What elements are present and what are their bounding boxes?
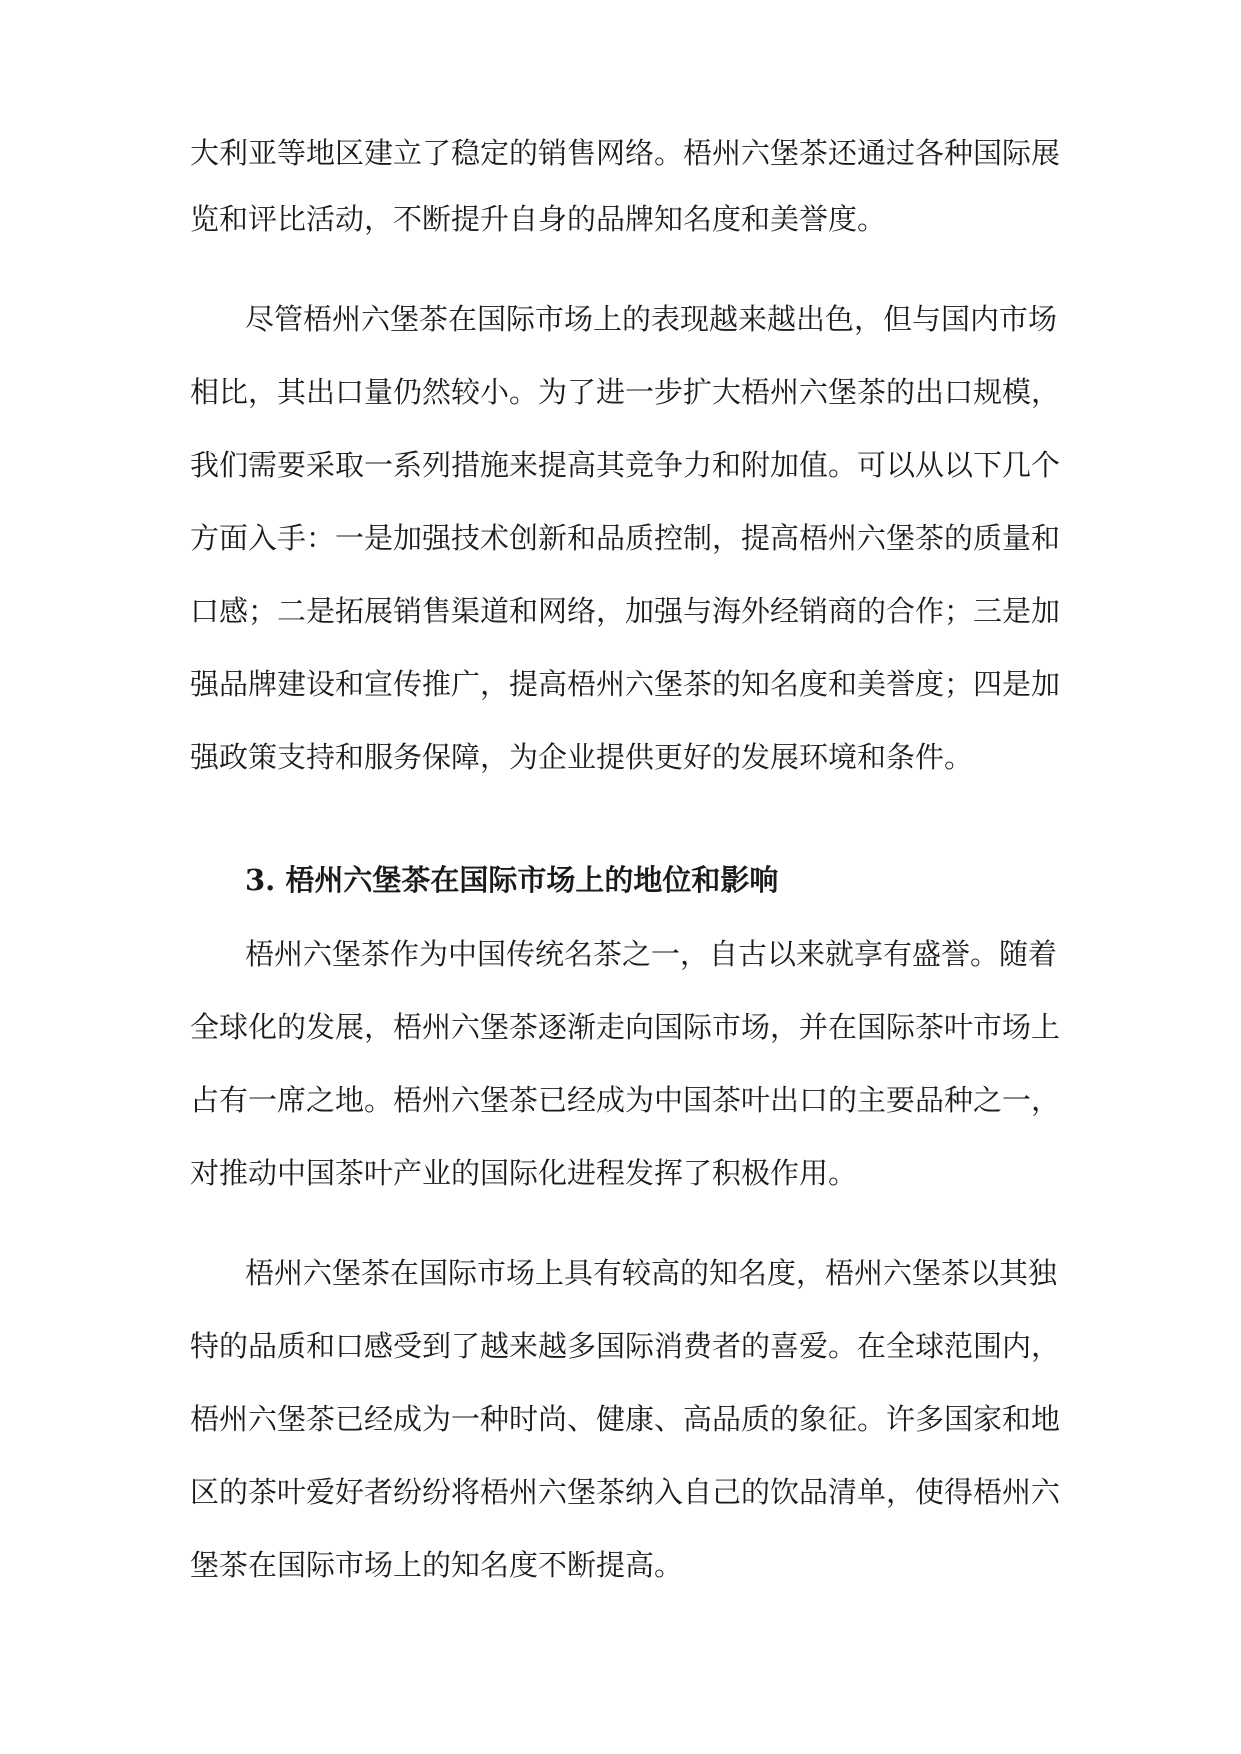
paragraph-line: 占有一席之地。梧州六堡茶已经成为中国茶叶出口的主要品种之一， — [190, 1083, 1061, 1117]
paragraph-line: 相比，其出口量仍然较小。为了进一步扩大梧州六堡茶的出口规模， — [190, 375, 1061, 409]
paragraph-line: 大利亚等地区建立了稳定的销售网络。梧州六堡茶还通过各种国际展 — [190, 136, 1061, 170]
paragraph-line: 强品牌建设和宣传推广，提高梧州六堡茶的知名度和美誉度；四是加 — [190, 667, 1061, 701]
paragraph-line: 梧州六堡茶作为中国传统名茶之一，自古以来就享有盛誉。随着 — [245, 937, 1058, 971]
paragraph-line: 区的茶叶爱好者纷纷将梧州六堡茶纳入自己的饮品清单，使得梧州六 — [190, 1475, 1061, 1509]
paragraph-line: 梧州六堡茶已经成为一种时尚、健康、高品质的象征。许多国家和地 — [190, 1402, 1061, 1436]
paragraph-line: 特的品质和口感受到了越来越多国际消费者的喜爱。在全球范围内， — [190, 1329, 1061, 1363]
paragraph-line: 我们需要采取一系列措施来提高其竞争力和附加值。可以从以下几个 — [190, 448, 1061, 482]
paragraph-line: 强政策支持和服务保障，为企业提供更好的发展环境和条件。 — [190, 740, 974, 774]
paragraph-line: 口感；二是拓展销售渠道和网络，加强与海外经销商的合作；三是加 — [190, 594, 1061, 628]
paragraph-line: 全球化的发展，梧州六堡茶逐渐走向国际市场，并在国际茶叶市场上 — [190, 1010, 1061, 1044]
paragraph-line: 方面入手：一是加强技术创新和品质控制，提高梧州六堡茶的质量和 — [190, 521, 1061, 555]
section-heading: 3. 梧州六堡茶在国际市场上的地位和影响 — [245, 863, 779, 897]
paragraph-line: 览和评比活动，不断提升自身的品牌知名度和美誉度。 — [190, 202, 887, 236]
paragraph-line: 尽管梧州六堡茶在国际市场上的表现越来越出色，但与国内市场 — [245, 302, 1058, 336]
paragraph-line: 堡茶在国际市场上的知名度不断提高。 — [190, 1548, 684, 1582]
paragraph-line: 梧州六堡茶在国际市场上具有较高的知名度，梧州六堡茶以其独 — [245, 1256, 1058, 1290]
paragraph-line: 对推动中国茶叶产业的国际化进程发挥了积极作用。 — [190, 1156, 858, 1190]
